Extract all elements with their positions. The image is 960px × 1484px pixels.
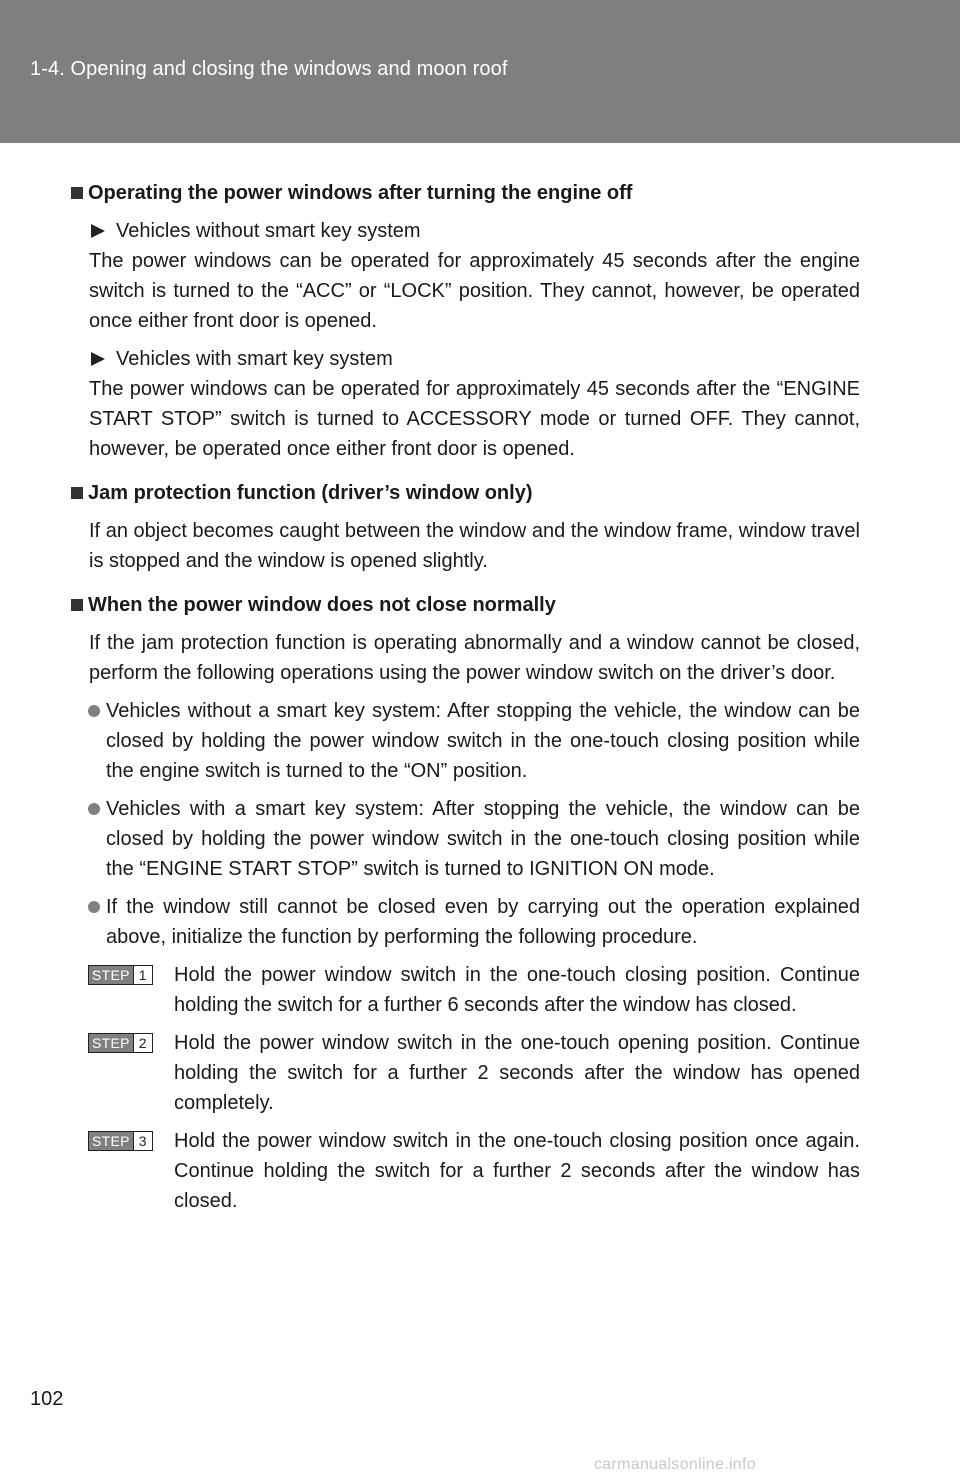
section-power-windows-engine-off [88, 178, 860, 208]
page-header [0, 0, 960, 143]
square-bullet-icon [71, 187, 83, 199]
triangle-arrow-icon [91, 352, 105, 366]
paragraph: If the jam protection function is operating abnormally and a window cannot be closed, perform the following operations using the power window switch on the driver’s door. [89, 632, 860, 684]
square-bullet-icon [71, 599, 83, 611]
triangle-arrow-icon [91, 224, 105, 238]
section-heading: Operating the power windows after turning the engine off [88, 182, 633, 204]
list-item-text: If the window still cannot be closed even by carrying out the operation explained above, initialize the function by performing the following procedure. [106, 896, 860, 948]
section-window-not-closing [88, 590, 860, 620]
step-text: Hold the power window switch in the one-touch opening position. Continue holding the switch for a further 2 seconds after the window has opened completely. [174, 1032, 860, 1114]
step-badge-number: 3 [133, 1132, 152, 1150]
step-badge-label: STEP [89, 966, 133, 984]
step-badge [88, 1131, 153, 1151]
list-item [88, 892, 860, 952]
step-item [88, 1028, 860, 1118]
list-item-text: Vehicles with a smart key system: After stopping the vehicle, the window can be closed by holding the power window switch in the one-touch closing position while the “ENGINE START STOP” switch is turned to IGNITION ON mode. [106, 798, 860, 880]
section-jam-protection [88, 478, 860, 508]
step-badge [88, 1033, 153, 1053]
step-badge-label: STEP [89, 1132, 133, 1150]
step-badge-label: STEP [89, 1034, 133, 1052]
subheading-label: Vehicles without smart key system [116, 220, 421, 242]
header-title: 1-4. Opening and closing the windows and moon roof [30, 58, 508, 80]
page-content [88, 178, 860, 1216]
square-bullet-icon [71, 487, 83, 499]
step-text: Hold the power window switch in the one-touch closing position once again. Continue holding the switch for a further 2 seconds after the window has closed. [174, 1130, 860, 1212]
list-item-text: Vehicles without a smart key system: After stopping the vehicle, the window can be closed by holding the power window switch in the one-touch closing position while the engine switch is turned to the “ON” position. [106, 700, 860, 782]
paragraph: The power windows can be operated for approximately 45 seconds after the “ENGINE START STOP” switch is turned to ACCESSORY mode or turned OFF. They cannot, however, be operated once either front door is opened. [89, 378, 860, 460]
section-heading: When the power window does not close normally [88, 594, 556, 616]
subheading-label: Vehicles with smart key system [116, 348, 393, 370]
circle-bullet-icon [88, 901, 100, 913]
paragraph: The power windows can be operated for approximately 45 seconds after the engine switch is turned to the “ACC” or “LOCK” position. They cannot, however, be operated once either front door is opened. [89, 250, 860, 332]
list-item [88, 696, 860, 786]
step-text: Hold the power window switch in the one-touch closing position. Continue holding the switch for a further 6 seconds after the window has closed. [174, 964, 860, 1016]
circle-bullet-icon [88, 803, 100, 815]
step-badge-number: 1 [133, 966, 152, 984]
section-heading: Jam protection function (driver’s window only) [88, 482, 533, 504]
list-item [88, 794, 860, 884]
subheading-without-smart-key [88, 216, 860, 246]
page-number: 102 [30, 1388, 64, 1410]
paragraph: If an object becomes caught between the window and the window frame, window travel is stopped and the window is opened slightly. [89, 520, 860, 572]
watermark: carmanualsonline.info [594, 1456, 756, 1473]
step-badge-number: 2 [133, 1034, 152, 1052]
step-item [88, 960, 860, 1020]
step-item [88, 1126, 860, 1216]
subheading-with-smart-key [88, 344, 860, 374]
circle-bullet-icon [88, 705, 100, 717]
step-badge [88, 965, 153, 985]
